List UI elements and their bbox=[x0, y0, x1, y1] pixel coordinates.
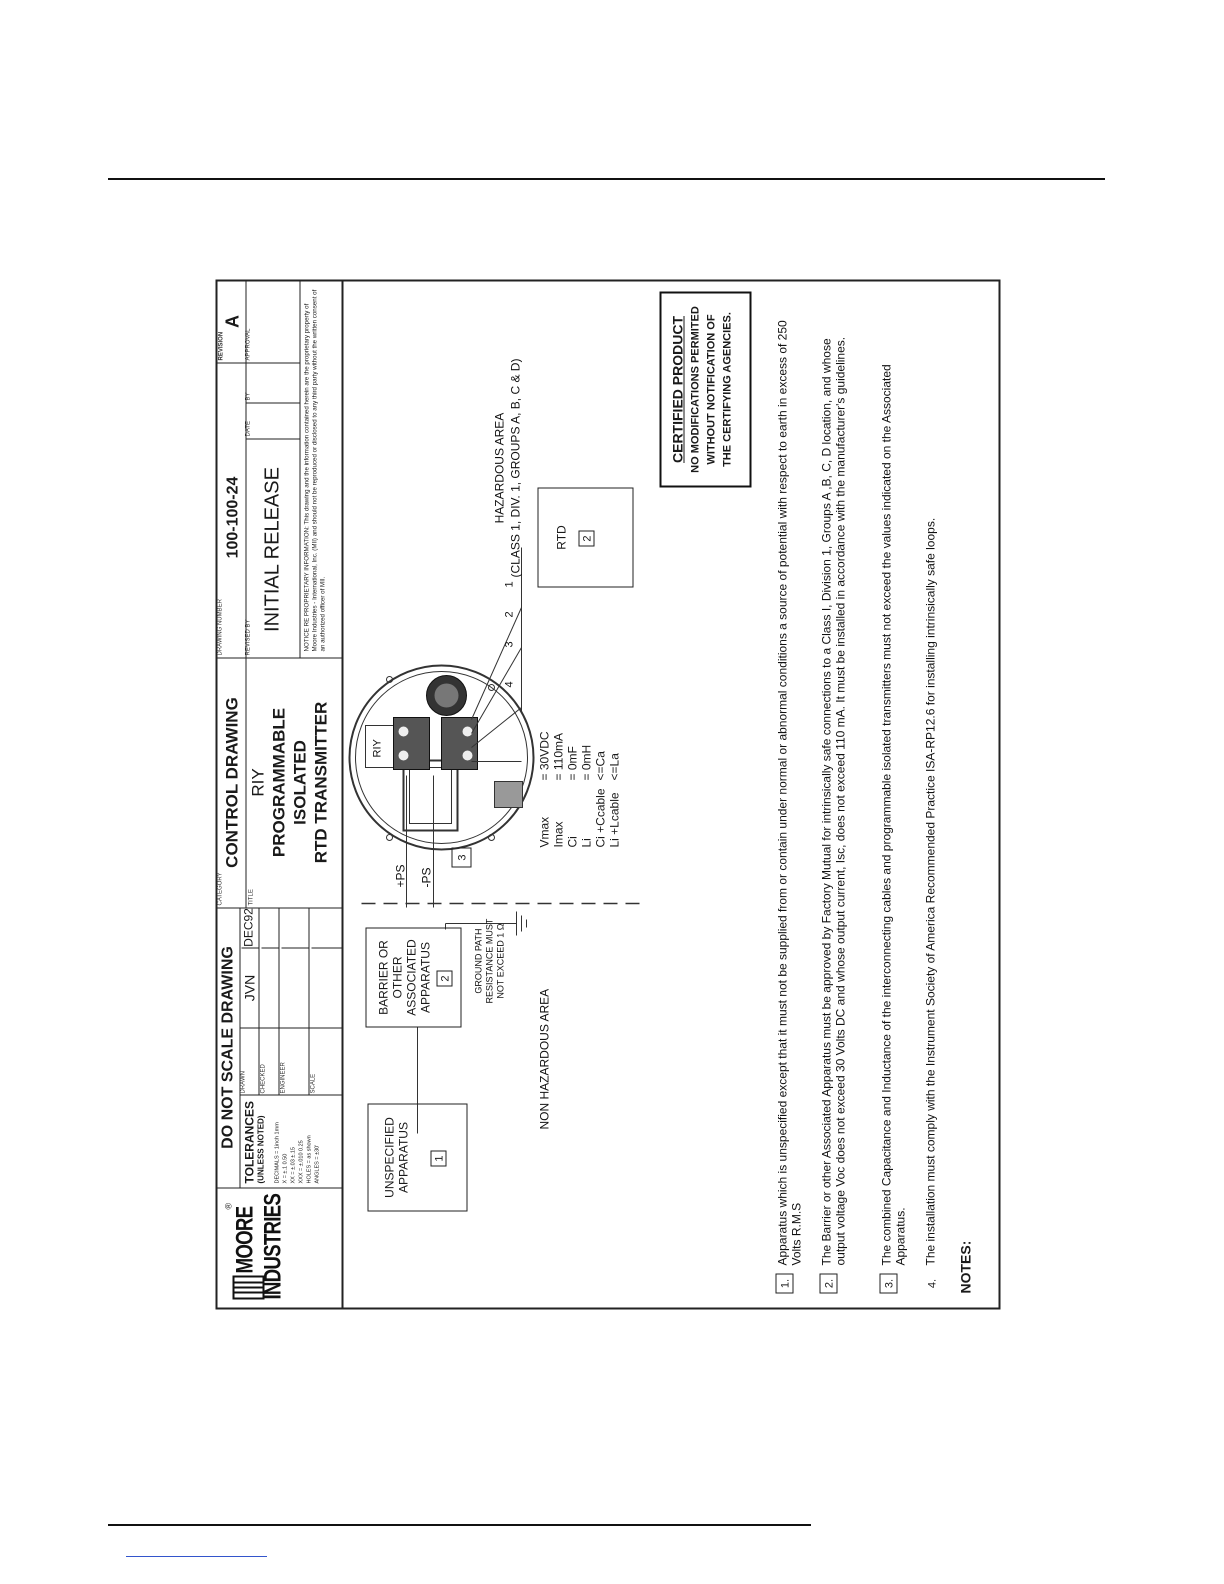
rtd-label: RTD bbox=[554, 525, 569, 550]
cable-num: 3 bbox=[452, 848, 472, 868]
certified-line: THE CERTIFYING AGENCIES. bbox=[721, 312, 734, 467]
riy-label: RIY bbox=[371, 739, 384, 758]
signoff-table bbox=[240, 908, 342, 1096]
drawn-date: DEC92 bbox=[241, 908, 256, 947]
note-number: 4. bbox=[926, 1278, 939, 1289]
drawing-number: 100-100-24 bbox=[224, 476, 242, 559]
category-title-block bbox=[218, 658, 342, 908]
drawing-number-label: DRAWING NUMBER bbox=[217, 599, 224, 656]
control-drawing-sheet bbox=[216, 280, 1001, 1310]
note-number: 1. bbox=[776, 1274, 794, 1294]
drawn-by: JVN bbox=[242, 948, 260, 1028]
note-number: 2. bbox=[820, 1274, 838, 1294]
tolerances-values bbox=[274, 1122, 322, 1183]
by-label: BY bbox=[245, 392, 252, 401]
note-text: Apparatus which is unspecified except that it must not be supplied from or contain under normal or abnormal conditions a source of potential with respect to earth in excess of 250 Volts R.M.S bbox=[775, 320, 804, 1266]
param-row: Vmax = 30VDC bbox=[537, 731, 552, 848]
ps-plus-label: +PS bbox=[393, 864, 408, 888]
drawing-number-block bbox=[218, 282, 342, 658]
tolerance-line: XXX = ±.010 0.25 bbox=[298, 1140, 305, 1184]
param-row: Li +Lcable <=La bbox=[607, 753, 622, 848]
scale-label: SCALE bbox=[310, 1073, 317, 1094]
tolerance-line: XX = ±.03 ±.15 bbox=[290, 1147, 297, 1184]
param-row: Li = 0mH bbox=[579, 744, 594, 848]
unspecified-label: UNSPECIFIED bbox=[382, 1117, 397, 1198]
tolerances-block bbox=[218, 908, 342, 1188]
engineer-row bbox=[280, 908, 310, 1096]
revision-box bbox=[218, 281, 246, 364]
tolerances-subtitle: (UNLESS NOTED) bbox=[256, 1115, 266, 1184]
note-text: The Barrier or other Associated Apparatus must be approved by Factory Mutual for intrinsically safe connections to a Class I, Division 1, Groups A ,B, C, D location, and whose output voltage Voc does not exceed 30 Volts DC and whose output current, Isc, does not exceed 110 mA. It must be installed in accordance with the manufacturer's guidelines. bbox=[819, 336, 848, 1266]
terminal-label: 2 bbox=[503, 611, 516, 618]
certified-product-box bbox=[660, 292, 752, 488]
revision-label: REVISION bbox=[218, 331, 225, 361]
terminal-label: 4 bbox=[503, 681, 516, 688]
non-hazardous-label: NON HAZARDOUS AREA bbox=[537, 988, 552, 1130]
param-row: Ci +Ccable <=Ca bbox=[593, 751, 608, 848]
drawn-row bbox=[240, 908, 260, 1096]
tolerance-line: ANGLES = ±30' bbox=[314, 1144, 321, 1184]
hazardous-label-line: (CLASS 1, DIV. 1, GROUPS A, B, C & D) bbox=[508, 358, 523, 578]
ps-minus-label: -PS bbox=[419, 867, 434, 888]
title-line: PROGRAMMABLE bbox=[269, 707, 289, 858]
barrier-label: OTHER bbox=[390, 956, 405, 999]
checked-label: CHECKED bbox=[260, 1064, 267, 1094]
unspecified-num: 1 bbox=[431, 1151, 447, 1167]
checked-row bbox=[260, 908, 280, 1096]
approval-column bbox=[246, 281, 300, 364]
terminal-label: 1 bbox=[503, 581, 516, 588]
title-line: RTD TRANSMITTER bbox=[311, 701, 331, 864]
unspecified-apparatus-box bbox=[368, 1104, 468, 1212]
tolerance-line: DECIMALS = 1inch 1mm bbox=[274, 1122, 281, 1184]
tolerances-title: TOLERANCES bbox=[242, 1101, 257, 1184]
tolerance-line: HOLES = as shown bbox=[306, 1135, 313, 1184]
bottom-rule bbox=[108, 1524, 811, 1526]
certified-line: WITHOUT NOTIFICATION OF bbox=[705, 314, 718, 465]
logo-text-industries: INDUSTRIES bbox=[259, 1193, 287, 1300]
top-rule bbox=[108, 178, 1105, 180]
terminal-label: 3 bbox=[503, 641, 516, 648]
registered-mark: ® bbox=[223, 1202, 234, 1210]
approval-label: APPROVAL bbox=[245, 328, 252, 361]
rtd-num: 2 bbox=[579, 531, 595, 547]
notes-section bbox=[772, 294, 992, 1294]
drawing-title bbox=[248, 666, 332, 900]
by-column bbox=[246, 363, 300, 404]
barrier-num: 2 bbox=[437, 971, 453, 987]
barrier-label: BARRIER OR bbox=[376, 940, 391, 1015]
entity-parameters bbox=[538, 723, 622, 847]
drawn-label: DRAWN bbox=[240, 1071, 247, 1094]
revision-note: INITIAL RELEASE bbox=[261, 467, 284, 632]
title-line: ISOLATED bbox=[290, 740, 310, 825]
footer-link-underline[interactable] bbox=[126, 1556, 267, 1557]
barrier-box bbox=[366, 928, 462, 1028]
notes-heading: NOTES: bbox=[957, 1240, 974, 1294]
barrier-label: ASSOCIATED bbox=[404, 939, 419, 1016]
title-line: RIY bbox=[248, 768, 268, 797]
category-value: CONTROL DRAWING bbox=[222, 697, 242, 868]
tolerance-line: X = ±.1 0.50 bbox=[282, 1153, 289, 1184]
ground-path-note: GROUND PATH RESISTANCE MUST NOT EXCEED 1 Ω bbox=[473, 918, 506, 1004]
category-label: CATEGORY bbox=[217, 872, 224, 906]
date-label: DATE bbox=[245, 420, 252, 437]
wiring-diagram bbox=[342, 282, 999, 1308]
note-number: 3. bbox=[880, 1274, 898, 1294]
hazardous-label-line: HAZARDOUS AREA bbox=[492, 412, 507, 524]
logo-text-moore: MOORE bbox=[231, 1206, 259, 1274]
param-row: Ci = 0mF bbox=[565, 746, 580, 848]
date-column bbox=[246, 403, 300, 440]
param-row: Imax = 110mA bbox=[551, 732, 566, 848]
title-label: TITLE bbox=[248, 889, 255, 906]
unspecified-label: APPARATUS bbox=[396, 1122, 411, 1193]
company-logo bbox=[218, 1188, 342, 1308]
engineer-label: ENGINEER bbox=[280, 1062, 287, 1094]
do-not-scale-banner: DO NOT SCALE DRAWING bbox=[218, 908, 241, 1188]
note-text: The installation must comply with the Instrument Society of America Recommended Practice ISA-RP12.6 for installing intrinsically safe loops. bbox=[923, 517, 938, 1266]
scale-row bbox=[310, 908, 342, 1096]
note-text: The combined Capacitance and Inductance of the interconnecting cables and programmable isolated transmitters must not exceed the values indicated on the Associated Apparatus. bbox=[879, 364, 908, 1266]
certified-title: CERTIFIED PRODUCT bbox=[669, 316, 686, 463]
rtd-box bbox=[538, 488, 634, 588]
revised-by-label: REVISED BY bbox=[245, 619, 252, 656]
proprietary-notice: NOTICE RE PROPRIETARY INFORMATION: This drawing and the information contained herein are the proprietary property of Moore Industries - International, Inc. (MII) and should not be reproduced or disclosed to any third party without the written consent of an authorized officer of MII. bbox=[303, 289, 327, 652]
tolerances-table bbox=[240, 1095, 342, 1188]
revision-value: A bbox=[222, 315, 243, 328]
barrier-label: APPARATUS bbox=[418, 942, 433, 1013]
hazardous-area-label bbox=[492, 359, 524, 578]
title-block bbox=[218, 282, 344, 1308]
certified-line: NO MODIFICATIONS PERMITED bbox=[689, 306, 702, 473]
